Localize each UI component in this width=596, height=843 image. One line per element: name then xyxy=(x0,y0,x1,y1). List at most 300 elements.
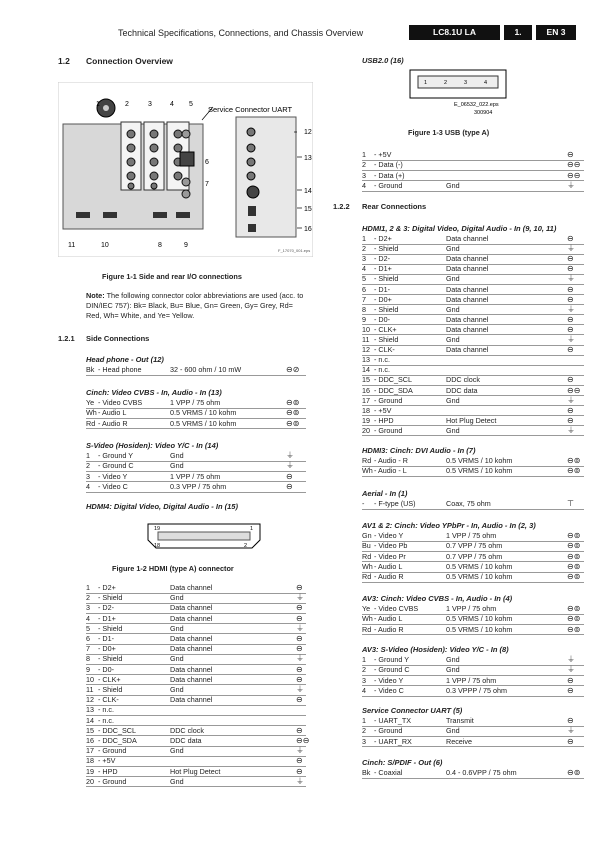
av3s-row xyxy=(362,655,584,665)
pin-cell: 15 xyxy=(362,375,370,385)
spec-cell: Data channel xyxy=(170,664,213,674)
hdmi-pin-19: 19 xyxy=(154,526,161,532)
direction-icon: ⊖ xyxy=(296,725,303,735)
usb-row xyxy=(362,160,584,170)
hdmi123-row xyxy=(362,416,584,426)
av3s-row xyxy=(362,665,584,675)
pin-cell: 11 xyxy=(362,335,370,344)
pin-cell: Wh xyxy=(362,561,373,571)
pin-cell: Gn xyxy=(362,531,372,540)
hdmi4-row xyxy=(86,614,306,624)
svideo14-row xyxy=(86,451,306,461)
svg-text:9: 9 xyxy=(184,242,188,249)
signal-cell: - Shield xyxy=(374,244,399,254)
direction-icon: ⊖⊚ xyxy=(567,466,581,476)
pin-cell: 19 xyxy=(362,415,370,425)
signal-cell: - DDC_SDA xyxy=(374,385,413,395)
signal-cell: - HPD xyxy=(98,766,118,776)
signal-cell: - Ground xyxy=(374,180,403,190)
signal-cell: - +5V xyxy=(98,756,116,766)
spec-cell: 1 VPP / 75 ohm xyxy=(446,531,497,540)
direction-icon: ⊖ xyxy=(286,471,293,481)
pin-cell: Ye xyxy=(362,604,371,613)
signal-cell: - Video Y xyxy=(98,471,128,481)
direction-icon: ⊖⊚ xyxy=(567,604,581,613)
spec-cell: Data channel xyxy=(446,254,489,264)
spdif-row xyxy=(362,768,584,778)
svg-text:F_17070_001.eps: F_17070_001.eps xyxy=(278,248,311,253)
signal-cell: - HPD xyxy=(374,415,394,425)
signal-cell: - Audio L xyxy=(98,408,127,418)
hdmi123-row xyxy=(362,244,584,254)
direction-icon: ⊤ xyxy=(567,499,574,508)
signal-cell: - D1- xyxy=(374,284,390,294)
signal-cell: - +5V xyxy=(374,405,392,415)
pin-cell: Rd xyxy=(362,572,372,582)
direction-icon: ⊖ xyxy=(296,613,303,623)
pin-cell: 4 xyxy=(362,264,366,274)
pin-cell: 14 xyxy=(86,715,94,725)
direction-icon: ⏚ xyxy=(567,180,575,190)
spec-cell: 32 - 600 ohm / 10 mW xyxy=(170,365,242,374)
av3s-row xyxy=(362,686,584,696)
direction-icon: ⏚ xyxy=(567,335,575,344)
signal-cell: - CLK+ xyxy=(374,324,397,334)
direction-icon: ⊖⊖ xyxy=(567,160,581,170)
usb-pin-1: 1 xyxy=(424,80,428,86)
direction-icon: ⊖ xyxy=(296,695,303,705)
spec-cell: Receive xyxy=(446,736,472,746)
direction-icon: ⊖ xyxy=(567,254,574,264)
direction-icon: ⊖⊖ xyxy=(567,385,581,395)
uart-row xyxy=(362,716,584,726)
row-divider xyxy=(362,191,584,192)
pin-cell: 13 xyxy=(86,705,94,715)
spec-cell: Gnd xyxy=(170,776,184,786)
spec-cell: 0.5 VRMS / 10 kohm xyxy=(446,466,513,476)
hdmi4-title: HDMI4: Digital Video, Digital Audio - In (15) xyxy=(86,502,238,511)
direction-icon: ⏚ xyxy=(296,746,304,756)
pin-cell: 15 xyxy=(86,725,94,735)
pin-cell: 17 xyxy=(362,395,370,405)
direction-icon: ⊖ xyxy=(567,324,574,334)
signal-cell: - Data (-) xyxy=(374,160,403,170)
signal-cell: - CLK+ xyxy=(98,674,121,684)
pin-cell: 5 xyxy=(86,623,90,633)
usb-pin-2: 2 xyxy=(444,80,448,86)
av3-title: AV3: Cinch: Video CVBS - In, Audio - In (4) xyxy=(362,594,513,603)
pin-cell: 4 xyxy=(86,481,90,491)
hdmi4-row xyxy=(86,705,306,715)
hdmi4-row xyxy=(86,726,306,736)
pin-cell: 2 xyxy=(86,461,90,471)
signal-cell: - DDC_SCL xyxy=(98,725,136,735)
spec-cell: 0.5 VRMS / 10 kohm xyxy=(446,456,513,465)
subsection-title: Rear Connections xyxy=(362,202,427,211)
figure-1-2-caption: Figure 1-2 HDMI (type A) connector xyxy=(112,564,234,573)
direction-icon: ⏚ xyxy=(567,395,575,405)
pin-cell: 1 xyxy=(362,716,366,725)
svg-text:2: 2 xyxy=(125,101,129,108)
hdmi4-row xyxy=(86,583,306,593)
pin-cell: 2 xyxy=(362,665,366,675)
signal-cell: - CLK- xyxy=(98,695,119,705)
signal-cell: - Shield xyxy=(374,304,399,314)
svg-text:12: 12 xyxy=(304,129,312,136)
pin-cell: 9 xyxy=(362,314,366,324)
spec-cell: Data channel xyxy=(170,613,213,623)
spec-cell: Data channel xyxy=(446,324,489,334)
row-divider xyxy=(86,786,306,787)
pin-cell: 12 xyxy=(86,695,94,705)
signal-cell: - D0+ xyxy=(98,644,116,654)
direction-icon: ⊖⊚ xyxy=(567,614,581,624)
hdmi123-row xyxy=(362,345,584,355)
spec-cell: Gnd xyxy=(446,180,460,190)
direction-icon: ⊖⊚ xyxy=(567,624,581,634)
direction-icon: ⊖ xyxy=(296,766,303,776)
spec-cell: DDC data xyxy=(446,385,478,395)
spdif-title: Cinch: S/PDIF - Out (6) xyxy=(362,758,443,767)
usb-pin-3: 3 xyxy=(464,80,468,86)
hdmi123-row xyxy=(362,386,584,396)
spec-cell: Transmit xyxy=(446,716,474,725)
direction-icon: ⊖ xyxy=(567,150,574,159)
spec-cell: Data channel xyxy=(446,234,489,243)
subsection-number: 1.2.2 xyxy=(333,202,350,211)
pin-cell: 16 xyxy=(86,736,94,745)
direction-icon: ⊖⊚ xyxy=(567,541,581,551)
pin-cell: 2 xyxy=(362,244,366,254)
direction-icon: ⊖⊚ xyxy=(286,398,300,407)
pin-cell: 7 xyxy=(86,644,90,654)
hdmi4-row xyxy=(86,685,306,695)
signal-cell: - Video Pb xyxy=(374,541,408,551)
svg-text:14: 14 xyxy=(304,188,312,195)
direction-icon: ⏚ xyxy=(296,654,304,664)
av12-row xyxy=(362,562,584,572)
signal-cell: - Ground C xyxy=(98,461,134,471)
row-divider xyxy=(362,476,584,477)
subsection-title: Side Connections xyxy=(86,334,150,343)
hdmi4-row xyxy=(86,654,306,664)
pin-cell: 20 xyxy=(362,425,370,435)
signal-cell: - Video CVBS xyxy=(374,604,419,613)
direction-icon: ⏚ xyxy=(567,244,575,254)
signal-cell: - Video Pr xyxy=(374,551,406,561)
signal-cell: - Audio L xyxy=(374,561,403,571)
headphone-title: Head phone - Out (12) xyxy=(86,355,164,364)
direction-icon: ⏚ xyxy=(286,461,294,471)
spec-cell: Data channel xyxy=(170,644,213,654)
pin-cell: 4 xyxy=(362,180,366,190)
pin-cell: 8 xyxy=(86,654,90,664)
hdmi4-row xyxy=(86,593,306,603)
row-divider xyxy=(86,492,306,493)
row-divider xyxy=(362,746,584,747)
signal-cell: - D2- xyxy=(98,603,114,613)
svideo14-title: S-Video (Hosiden): Video Y/C - In (14) xyxy=(86,441,219,450)
signal-cell: - Head phone xyxy=(98,365,142,374)
section-title: Connection Overview xyxy=(86,56,173,66)
spec-cell: Gnd xyxy=(446,655,460,664)
signal-cell: - Audio L xyxy=(374,614,403,624)
direction-icon: ⊖ xyxy=(296,674,303,684)
hdmi123-row xyxy=(362,264,584,274)
signal-cell: - Audio R xyxy=(98,418,128,428)
hdmi123-row xyxy=(362,365,584,375)
hdmi4-row xyxy=(86,716,306,726)
pin-cell: Wh xyxy=(362,466,373,476)
pin-cell: Rd xyxy=(362,624,372,634)
figure-1-3-caption: Figure 1-3 USB (type A) xyxy=(408,128,490,137)
av12-row xyxy=(362,541,584,551)
pin-cell: 14 xyxy=(362,365,370,375)
direction-icon: ⊖⊚ xyxy=(567,456,581,465)
row-divider xyxy=(86,375,306,376)
hdmi123-row xyxy=(362,355,584,365)
av3-row xyxy=(362,625,584,635)
pin-cell: Bu xyxy=(362,541,371,551)
spec-cell: 0.5 VRMS / 10 kohm xyxy=(446,561,513,571)
hdmi4-row xyxy=(86,665,306,675)
hdmi123-row xyxy=(362,274,584,284)
direction-icon: ⊖ xyxy=(567,314,574,324)
note-text: The following connector color abbreviations are used (acc. to DIN/IEC 757): Bk= Black, Bu= Blue, Gn= Green, Gy= Grey, Rd= Red, Wh= White, and Ye= Yellow. xyxy=(86,291,304,320)
hdmi4-row xyxy=(86,746,306,756)
svideo14-row xyxy=(86,461,306,471)
spec-cell: DDC clock xyxy=(170,725,204,735)
pin-cell: 10 xyxy=(362,324,370,334)
note-label: Note: xyxy=(86,291,105,300)
direction-icon: ⏚ xyxy=(286,451,294,460)
page-header-title: Technical Specifications, Connections, and Chassis Overview xyxy=(118,28,364,38)
cinch13-title: Cinch: Video CVBS - In, Audio - In (13) xyxy=(86,388,222,397)
direction-icon: ⊖ xyxy=(296,603,303,613)
spec-cell: 0.3 VPP / 75 ohm xyxy=(170,481,227,491)
svg-text:13: 13 xyxy=(304,155,312,162)
svg-text:Service Connector UART: Service Connector UART xyxy=(208,105,293,114)
spec-cell: 0.5 VRMS / 10 kohm xyxy=(446,624,513,634)
direction-icon: ⊖⊚ xyxy=(567,561,581,571)
hdmi3dvi-title: HDMI3: Cinch: DVI Audio - In (7) xyxy=(362,446,476,455)
signal-cell: - D1+ xyxy=(374,264,392,274)
signal-cell: - n.c. xyxy=(374,365,390,375)
signal-cell: - n.c. xyxy=(98,715,114,725)
av3-row xyxy=(362,604,584,614)
hdmi4-row xyxy=(86,736,310,746)
signal-cell: - D1+ xyxy=(98,613,116,623)
direction-icon: ⏚ xyxy=(567,304,575,314)
pin-cell: 12 xyxy=(362,345,370,355)
section-number: 1.2 xyxy=(58,56,70,66)
spec-cell: 0.7 VPP / 75 ohm xyxy=(446,551,503,561)
signal-cell: - +5V xyxy=(374,150,392,159)
direction-icon: ⊖ xyxy=(567,284,574,294)
hdmi-pin-18: 18 xyxy=(154,543,161,549)
spec-cell: 1 VPP / 75 ohm xyxy=(170,471,221,481)
pin-cell: 2 xyxy=(362,160,366,170)
signal-cell: - n.c. xyxy=(98,705,114,715)
spec-cell: Data channel xyxy=(170,695,213,705)
direction-icon: ⏚ xyxy=(567,274,575,284)
spec-cell: Data channel xyxy=(170,603,213,613)
signal-cell: - DDC_SCL xyxy=(374,375,412,385)
pin-cell: 4 xyxy=(86,613,90,623)
signal-cell: - Shield xyxy=(98,593,123,603)
spec-cell: 0.5 VRMS / 10 kohm xyxy=(446,572,513,582)
spec-cell: Gnd xyxy=(446,304,460,314)
row-divider xyxy=(362,582,584,583)
pin-cell: 2 xyxy=(362,726,366,736)
spec-cell: Gnd xyxy=(170,593,184,603)
pin-cell: Rd xyxy=(86,418,96,428)
pin-cell: 6 xyxy=(86,634,90,643)
pin-cell: 3 xyxy=(86,603,90,613)
signal-cell: - Ground C xyxy=(374,665,410,675)
direction-icon: ⊖ xyxy=(286,481,293,491)
figure-1-1-caption: Figure 1-1 Side and rear I/O connections xyxy=(102,272,242,281)
pin-cell: 16 xyxy=(362,385,370,395)
direction-icon: ⊖⊖ xyxy=(567,170,581,180)
spec-cell: 1 VPP / 75 ohm xyxy=(446,675,497,685)
direction-icon: ⊖ xyxy=(567,415,574,425)
pin-cell: 18 xyxy=(86,756,94,766)
spec-cell: Gnd xyxy=(446,425,460,435)
aerial-row xyxy=(362,499,584,509)
pin-cell: 1 xyxy=(86,583,90,592)
spec-cell: Data channel xyxy=(170,583,213,592)
row-divider xyxy=(362,634,584,635)
usb-ref: E_06532_022.eps xyxy=(454,102,499,108)
direction-icon: ⊖ xyxy=(567,264,574,274)
row-divider xyxy=(362,778,584,779)
direction-icon: ⏚ xyxy=(567,425,575,435)
signal-cell: - D2- xyxy=(374,254,390,264)
hdmi123-row xyxy=(362,426,584,436)
av3s-row xyxy=(362,676,584,686)
signal-cell: - n.c. xyxy=(374,355,390,365)
cinch13-row xyxy=(86,398,306,408)
io-connections-figure xyxy=(58,82,313,257)
signal-cell: - CLK- xyxy=(374,345,395,355)
signal-cell: - Video C xyxy=(98,481,128,491)
row-divider xyxy=(362,435,584,436)
svg-text:3: 3 xyxy=(148,101,152,108)
direction-icon: ⏚ xyxy=(296,593,304,603)
pin-cell: Bk xyxy=(86,365,95,374)
av3-row xyxy=(362,614,584,624)
direction-icon: ⊖⊚ xyxy=(286,418,300,428)
hdmi123-title: HDMI1, 2 & 3: Digital Video, Digital Audio - In (9, 10, 11) xyxy=(362,224,557,233)
svideo14-row xyxy=(86,482,306,492)
signal-cell: - F-type (US) xyxy=(374,499,416,508)
spec-cell: Gnd xyxy=(170,685,184,694)
direction-icon: ⊖⊘ xyxy=(286,365,300,374)
direction-icon: ⊖ xyxy=(296,756,303,766)
direction-icon: ⏚ xyxy=(567,655,575,664)
pin-cell: 10 xyxy=(86,674,94,684)
svg-text:8: 8 xyxy=(158,242,162,249)
signal-cell: - Ground xyxy=(374,726,403,736)
spec-cell: Data channel xyxy=(446,264,489,274)
pin-cell: 2 xyxy=(86,593,90,603)
direction-icon: ⊖ xyxy=(567,736,574,746)
pin-cell: 18 xyxy=(362,405,370,415)
signal-cell: - UART_TX xyxy=(374,716,412,725)
signal-cell: - Audio - L xyxy=(374,466,407,476)
signal-cell: - Coaxial xyxy=(374,768,403,777)
usb-pin-4: 4 xyxy=(484,80,488,86)
hdmi4-row xyxy=(86,777,306,787)
spec-cell: Data channel xyxy=(446,314,489,324)
uart-title: Service Connector UART (5) xyxy=(362,706,463,715)
pin-cell: 3 xyxy=(86,471,90,481)
signal-cell: - Ground xyxy=(98,746,127,756)
signal-cell: - D0- xyxy=(98,664,114,674)
callout-1: 1 xyxy=(96,101,100,108)
spec-cell: Data channel xyxy=(446,345,489,355)
signal-cell: - Shield xyxy=(98,685,123,694)
signal-cell: - Audio - R xyxy=(374,456,408,465)
signal-cell: - Audio R xyxy=(374,624,404,634)
spec-cell: 1 VPP / 75 ohm xyxy=(446,604,497,613)
spec-cell: 0.7 VPP / 75 ohm xyxy=(446,541,503,551)
signal-cell: - D0- xyxy=(374,314,390,324)
spec-cell: Gnd xyxy=(446,395,460,405)
pin-cell: Rd xyxy=(362,551,372,561)
model-badge: LC8.1U LA xyxy=(409,25,500,40)
spec-cell: 1 VPP / 75 ohm xyxy=(170,398,221,407)
signal-cell: - Shield xyxy=(374,274,399,284)
page-number-badge: 1. xyxy=(504,25,532,40)
signal-cell: - Video CVBS xyxy=(98,398,143,407)
hdmi4-row xyxy=(86,767,306,777)
signal-cell: - DDC_SDA xyxy=(98,736,137,745)
direction-icon: ⊖ xyxy=(296,583,303,592)
hdmi123-row xyxy=(362,325,584,335)
spec-cell: Hot Plug Detect xyxy=(446,415,497,425)
spec-cell: Gnd xyxy=(170,746,184,756)
usb-row xyxy=(362,181,584,191)
signal-cell: - Shield xyxy=(98,623,123,633)
hdmi4-row xyxy=(86,756,306,766)
direction-icon: ⊖ xyxy=(567,234,574,243)
pin-cell: 6 xyxy=(362,284,366,294)
signal-cell: - Video C xyxy=(374,685,404,695)
spec-cell: Gnd xyxy=(446,244,460,254)
row-divider xyxy=(362,509,584,510)
svg-text:5: 5 xyxy=(189,101,193,108)
pin-cell: Wh xyxy=(86,408,97,418)
av3s-title: AV3: S-Video (Hosiden): Video Y/C - In (8) xyxy=(362,645,509,654)
hdmi123-row xyxy=(362,335,584,345)
svg-text:15: 15 xyxy=(304,206,312,213)
signal-cell: - Audio R xyxy=(374,572,404,582)
direction-icon: ⊖ xyxy=(296,644,303,654)
pin-cell: Bk xyxy=(362,768,371,777)
pin-cell: 9 xyxy=(86,664,90,674)
pin-cell: - xyxy=(362,499,365,508)
av12-row xyxy=(362,572,584,582)
spec-cell: 0.4 - 0.6VPP / 75 ohm xyxy=(446,768,517,777)
cinch13-row xyxy=(86,419,306,429)
headphone-row xyxy=(86,365,306,375)
hdmi123-row xyxy=(362,285,584,295)
hdmi4-row xyxy=(86,634,306,644)
direction-icon: ⊖ xyxy=(567,405,574,415)
direction-icon: ⊖ xyxy=(567,345,574,355)
